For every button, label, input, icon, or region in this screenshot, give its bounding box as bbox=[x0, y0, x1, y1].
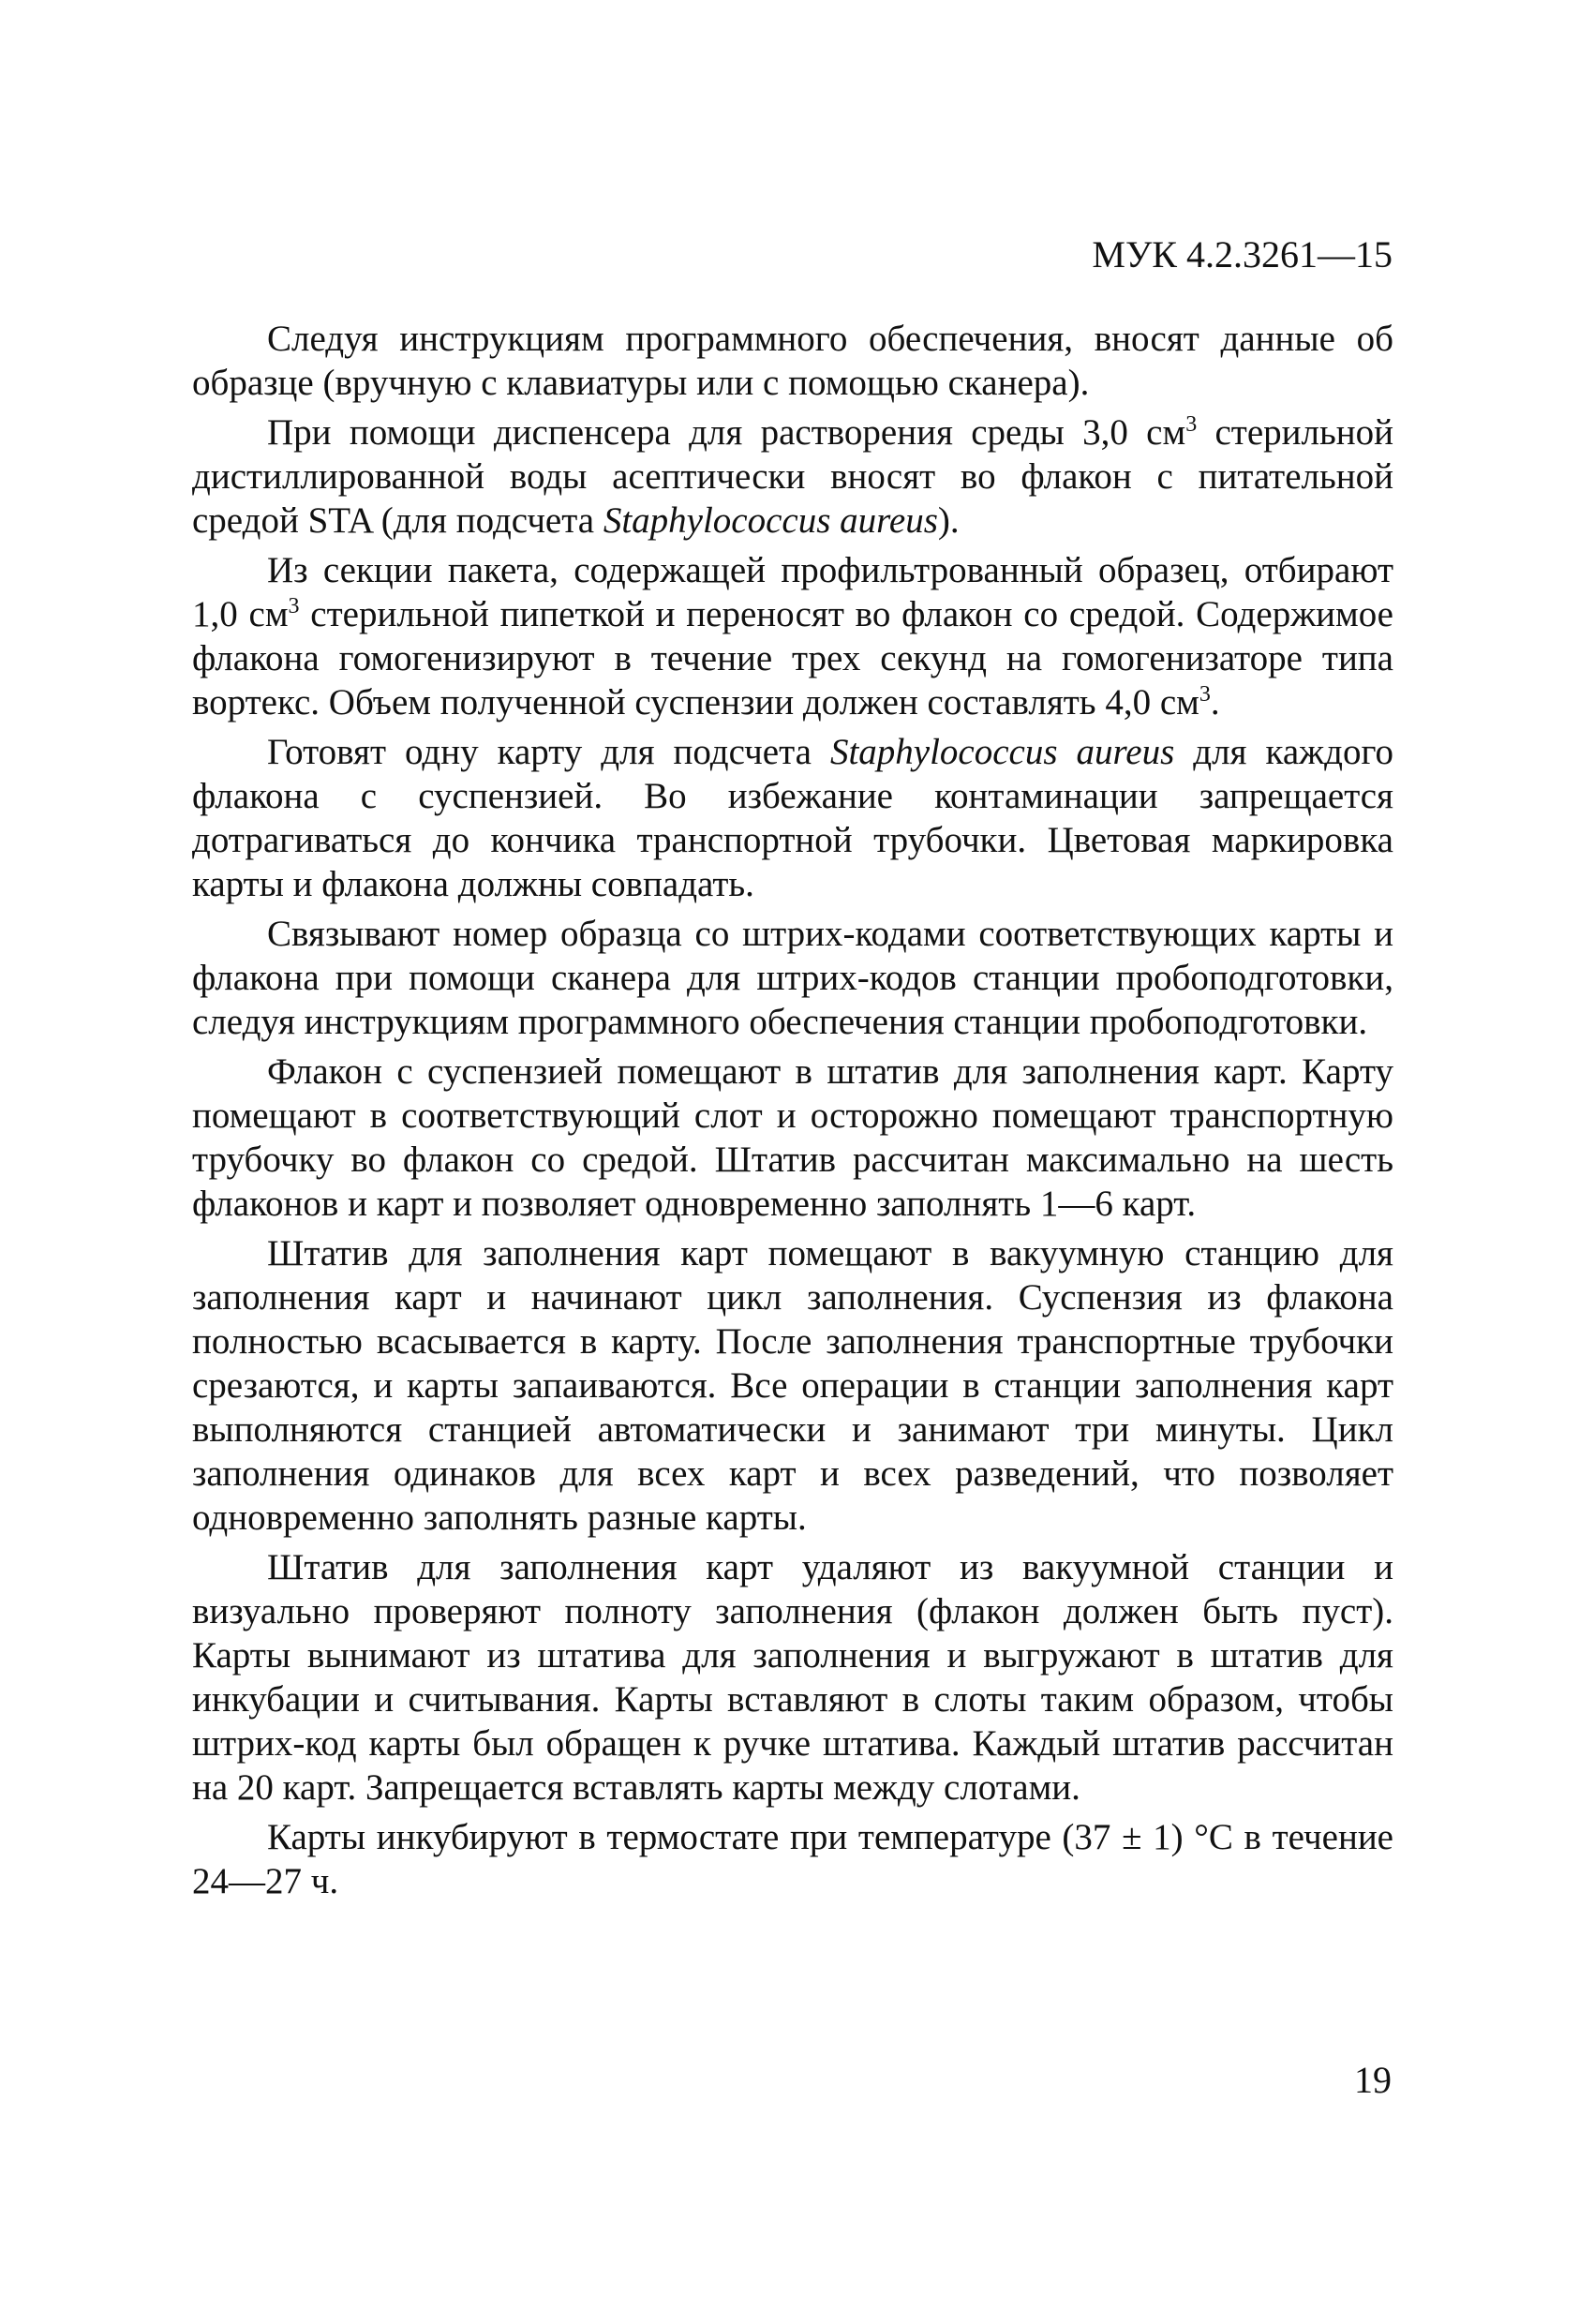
paragraph-text: Из секции пакета, содержащей профильтрованный образец, отбирают 1,0 см bbox=[192, 550, 1393, 634]
document-body bbox=[192, 317, 1393, 1909]
paragraph-barcode-linking: Связывают номер образца со штрих-кодами соответствующих карты и флакона при помощи сканера для штрих-кодов станции пробоподготовки, следуя инструкциям программного обеспечения станции пробоподготовки. bbox=[192, 914, 1393, 1042]
paragraph-rack-loading: Флакон с суспензией помещают в штатив для заполнения карт. Карту помещают в соответствующий слот и осторожно помещают транспортную трубочку во флакон со средой. Штатив рассчитан максимально на шесть флаконов и карт и позволяет одновременно заполнять 1—6 карт. bbox=[192, 1051, 1393, 1224]
paragraph-incubation: Карты инкубируют в термостате при температуре (37 ± 1) °С в течение 24—27 ч. bbox=[192, 1817, 1393, 1901]
paragraph-vacuum-filling: Штатив для заполнения карт помещают в вакуумную станцию для заполнения карт и начинают цикл заполнения. Суспензия из флакона полностью всасывается в карту. После заполнения транспортные трубочки срезаются, и карты запаиваются. Все операции в станции заполнения карт выполняются станцией автоматически и занимают три минуты. Цикл заполнения одинаков для всех карт и всех разведений, что позволяет одновременно заполнять разные карты. bbox=[192, 1233, 1393, 1538]
paragraph-text: Готовят одну карту для подсчета bbox=[267, 732, 830, 772]
page-number: 19 bbox=[1354, 2059, 1392, 2101]
paragraph-text: . bbox=[1210, 682, 1220, 723]
species-name: Staphylococcus aureus bbox=[829, 732, 1175, 772]
paragraph-sample-data-entry: Следуя инструкциям программного обеспечения, вносят данные об образце (вручную с клавиатуры или с помощью сканера). bbox=[192, 319, 1393, 403]
document-code-header: МУК 4.2.3261—15 bbox=[1092, 233, 1393, 276]
superscript: 3 bbox=[1185, 412, 1198, 437]
paragraph-fill-check: Штатив для заполнения карт удаляют из вакуумной станции и визуально проверяют полноту заполнения (флакон должен быть пуст). Карты вынимают из штатива для заполнения и выгружают в штатив для инкубации и считывания. Карты вставляют в слоты таким образом, чтобы штрих-код карты был обращен к ручке штатива. Каждый штатив рассчитан на 20 карт. Запрещается вставлять карты между слотами. bbox=[192, 1547, 1393, 1808]
paragraph-card-preparation bbox=[192, 730, 1393, 906]
paragraph-text: При помощи диспенсера для растворения среды 3,0 см bbox=[267, 412, 1186, 453]
superscript: 3 bbox=[1199, 682, 1211, 707]
paragraph-text: стерильной пипеткой и переносят во флакон со средой. Содержимое флакона гомогенизируют в течение трех секунд на гомогенизаторе типа вортекс. Объем полученной суспензии должен составлять 4,0 см bbox=[192, 594, 1393, 723]
paragraph-text: для каждого флакона с суспензией. Во избежание контаминации запрещается дотрагиваться до кончика транспортной трубочки. Цветовая маркировка карты и флакона должны совпадать. bbox=[192, 732, 1393, 904]
species-name: Staphylococcus aureus bbox=[603, 500, 938, 541]
paragraph-text: стерильной дистиллированной воды асептически вносят во флакон с питательной средой STA (для подсчета bbox=[192, 412, 1393, 541]
paragraph-medium-dissolution bbox=[192, 410, 1393, 543]
paragraph-sample-transfer bbox=[192, 548, 1393, 724]
paragraph-text: ). bbox=[937, 500, 960, 541]
superscript: 3 bbox=[288, 594, 300, 618]
